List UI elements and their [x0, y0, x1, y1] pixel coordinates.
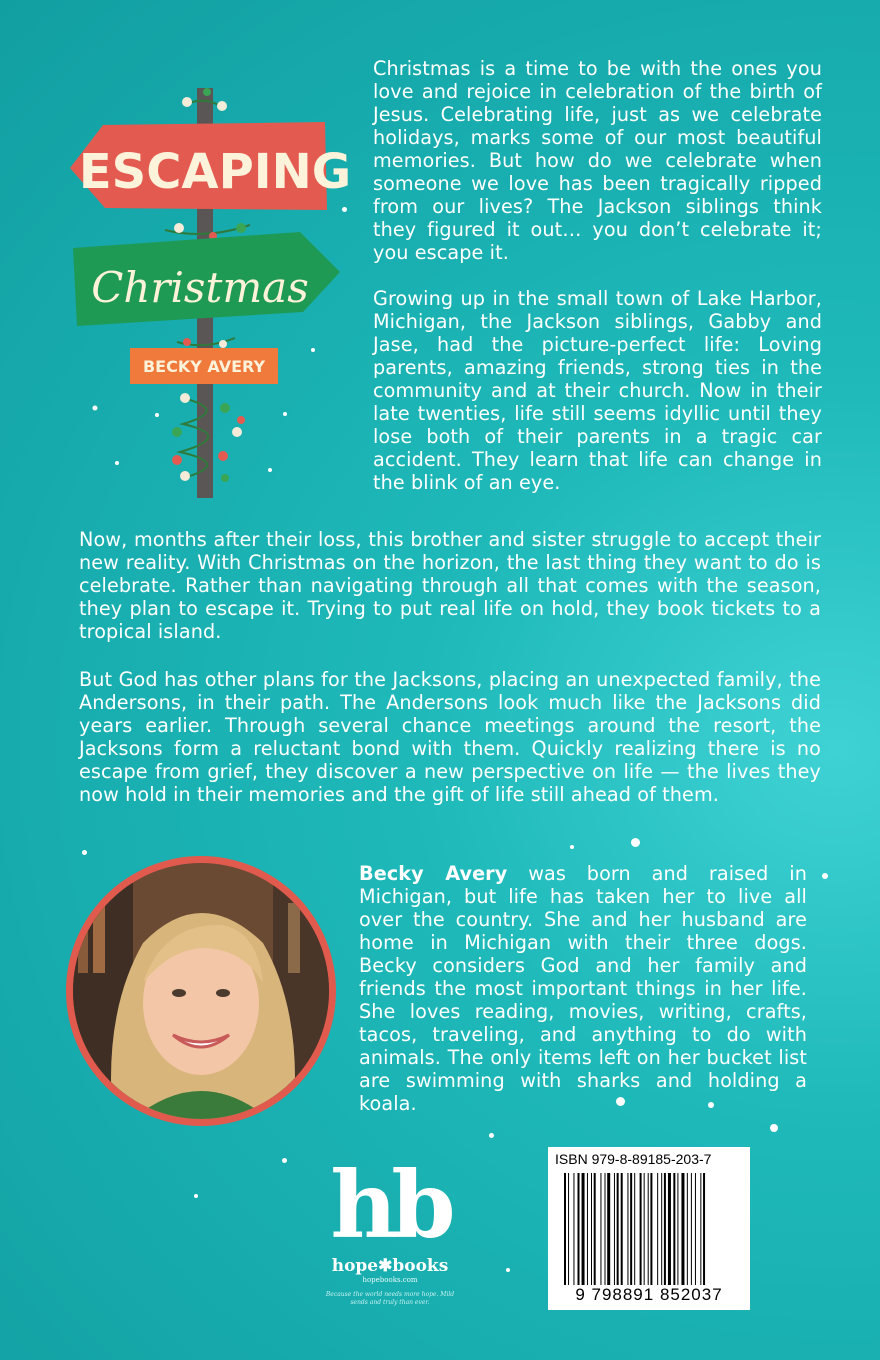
- barcode-bar: [617, 1173, 619, 1285]
- isbn-label: ISBN 979-8-89185-203-7: [555, 1151, 712, 1167]
- barcode-bar: [691, 1173, 692, 1285]
- barcode-bar: [621, 1173, 623, 1285]
- barcode-bar: [573, 1173, 574, 1285]
- barcode-bar: [614, 1173, 615, 1285]
- barcode-bar: [594, 1173, 596, 1285]
- barcode-bar: [578, 1173, 580, 1285]
- barcode-bar: [695, 1173, 696, 1285]
- author-photo-frame: [66, 856, 336, 1126]
- snow-dot: [506, 1268, 510, 1272]
- barcode-bars: [564, 1173, 740, 1285]
- blurb-paragraph-4: But God has other plans for the Jacksons, placing an unexpected family, the Andersons, in their path. The Andersons look much like the Jacksons did years earlier. Through several chance meetings around the resort, the Jacksons form a reluctant bond with them. Quickly realizing there is no escape from grief, they discover a new perspective on life — the lives they now hold in their memories and the gift of life still ahead of them.: [79, 668, 821, 806]
- blurb-paragraph-2: Growing up in the small town of Lake Harbor, Michigan, the Jackson siblings, Gabby and Jase, had the picture-perfect life: Loving parents, amazing friends, strong ties in the community and at their church. Now in their late twenties, life still seems idyllic until they lose both of their parents in a tragic car accident. They learn that life can change in the blink of an eye.: [373, 287, 822, 494]
- publisher-name: hope✱books: [331, 1256, 449, 1276]
- barcode-bar: [703, 1173, 705, 1285]
- cover-author-name: BECKY AVERY: [142, 357, 266, 376]
- snow-dot: [570, 845, 574, 849]
- cover-title-christmas: Christmas: [91, 263, 309, 312]
- barcode-bar: [668, 1173, 671, 1285]
- publisher-url: hopebooks.com: [362, 1276, 418, 1284]
- barcode-bar: [700, 1173, 701, 1285]
- barcode-bar: [677, 1173, 678, 1285]
- barcode-bar: [587, 1173, 588, 1285]
- barcode-bar: [627, 1173, 628, 1285]
- barcode-bar: [687, 1173, 688, 1285]
- barcode-bar: [564, 1173, 566, 1285]
- blurb-paragraph-3: Now, months after their loss, this brother and sister struggle to accept their new reality. With Christmas on the horizon, the last thing they want to do is celebrate. Rather than navigating through all that comes with the season, they plan to escape it. Trying to put real life on hold, they book tickets to a tropical island.: [79, 528, 821, 643]
- barcode-bar: [657, 1173, 658, 1285]
- author-bio: [359, 862, 807, 1115]
- signpost-illustration: [65, 80, 350, 505]
- snow-dot: [194, 1194, 198, 1198]
- barcode-bar: [634, 1173, 635, 1285]
- publisher-logo: [320, 1151, 460, 1318]
- snow-dot: [822, 873, 828, 879]
- author-photo: [73, 863, 329, 1119]
- snow-dot: [708, 1102, 714, 1108]
- author-bio-text: was born and raised in Michigan, but life has taken her to live all over the country. She and her husband are home in Michigan with their three dogs. Becky considers God and her family and friends the most important things in her life. She loves reading, movies, writing, crafts, tacos, traveling, and anything to do with animals. The only items left on her bucket list are swimming with sharks and holding a koala.: [359, 862, 807, 1115]
- author-bio-name: Becky Avery: [359, 862, 508, 885]
- snow-dot: [342, 207, 347, 212]
- barcode-bar: [568, 1173, 569, 1285]
- barcode-bar: [630, 1173, 632, 1285]
- publisher-tagline: Because the world needs more hope. Mild sends and truly than ever.: [325, 1291, 455, 1306]
- blurb-paragraph-1: Christmas is a time to be with the ones you love and rejoice in celebration of the birth of Jesus. Celebrating life, just as we celebrate holidays, marks some of our most beautiful memories. But how do we celebrate when someone we love has been tragically ripped from our lives? The Jackson siblings think they figured it out… you don’t celebrate it; you escape it.: [373, 57, 822, 264]
- barcode-bar: [640, 1173, 642, 1285]
- barcode-bar: [650, 1173, 652, 1285]
- barcode-bar: [605, 1173, 606, 1285]
- snow-dot: [82, 850, 87, 855]
- barcode-bar: [607, 1173, 610, 1285]
- barcode-bar: [591, 1173, 592, 1285]
- snow-dot: [616, 1097, 625, 1106]
- snow-dot: [489, 1133, 494, 1138]
- publisher-mark: hb: [330, 1151, 450, 1259]
- barcode-bar: [644, 1173, 645, 1285]
- barcode-bar: [673, 1173, 675, 1285]
- cover-title-escaping: ESCAPING: [78, 144, 350, 200]
- snow-dot: [282, 1158, 287, 1163]
- book-cover-thumbnail: [65, 80, 350, 505]
- isbn-digits: 9 798891 852037: [575, 1285, 723, 1304]
- snow-dot: [631, 838, 640, 847]
- snow-dot: [770, 1124, 778, 1132]
- barcode-bar: [664, 1173, 666, 1285]
- barcode-bar: [600, 1173, 601, 1285]
- isbn-barcode-box: [548, 1147, 750, 1310]
- barcode-bar: [661, 1173, 662, 1285]
- barcode-bar: [648, 1173, 649, 1285]
- barcode-bar: [681, 1173, 684, 1285]
- barcode-bar: [582, 1173, 585, 1285]
